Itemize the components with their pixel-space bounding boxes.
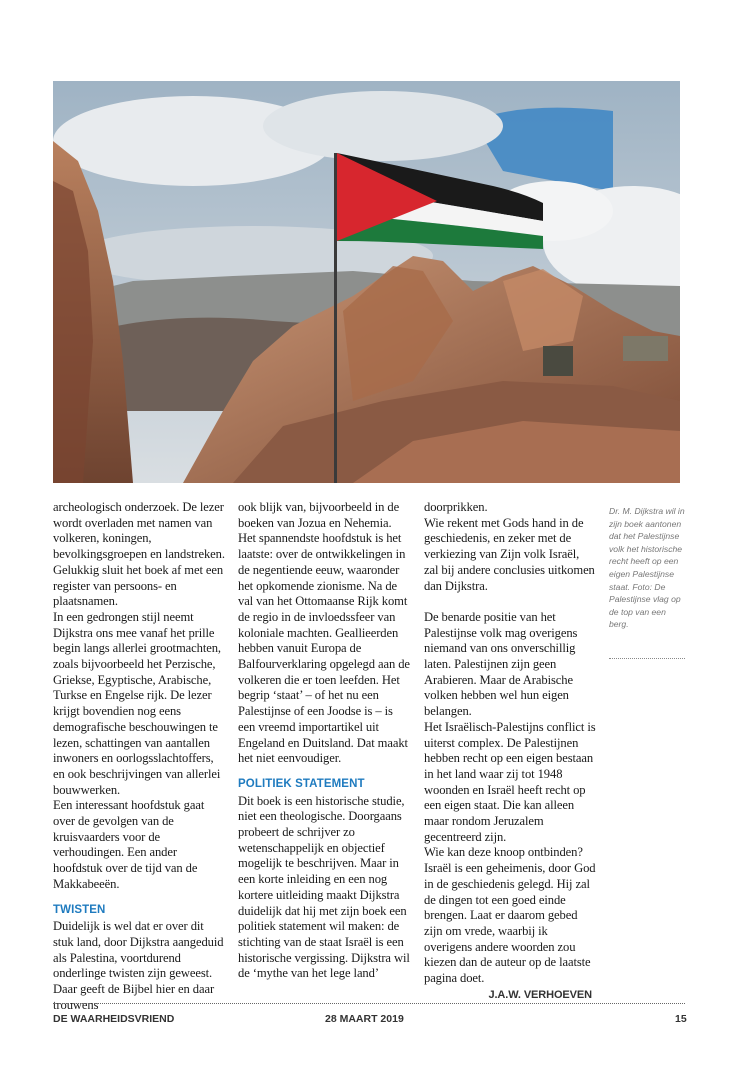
paragraph: Duidelijk is wel dat er over dit stuk land, door Dijkstra aangeduid als Palestina, voortdurend onderlinge twisten zijn geweest. Daar geeft de Bijbel hier en daar trouwens (53, 919, 224, 1012)
paragraph: Het spannendste hoofdstuk is het laatste: over de ontwikkelingen in de negentiende eeuw, waaronder het opkomende zionisme. Na de val van het Ottomaanse Rijk komt de regio in de invloedssfeer van koloniale machten. Geallieerden hebben vanuit Europa de Balfourverklaring opgelegd aan de volkeren die er toen leefden. Het begrip ‘staat’ – of het nu een Palestijnse of een Joodse is – is een vreemd importartikel uit Engeland en Duitsland. Dat maakt het niet eenvoudiger. (238, 531, 410, 766)
paragraph: Het Israëlisch-Palestijns conflict is uiterst complex. De Palestijnen hebben recht op een eigen bestaan in het land waar zij tot 1948 woonden en Israël heeft recht op een eigen staat. Die kan alleen maar rondom Jeruzalem gecentreerd zijn. (424, 719, 596, 844)
paragraph: Wie kan deze knoop ontbinden? Israël is een geheimenis, door God in de geschiedenis gelegd. Hij zal de dingen tot een goed einde brengen. Laat er daarom gebed zijn om vrede, waarbij ik overigens andere woorden zou kiezen dan de auteur op de laatste pagina doet. (424, 845, 596, 986)
section-heading-twisten: TWISTEN (53, 903, 106, 916)
paragraph: Een interessant hoofdstuk gaat over de gevolgen van de kruisvaarders voor de verhoudingen. Een ander hoofdstuk over de tijd van de Makkabeeën. (53, 798, 205, 891)
paragraph: De benarde positie van het Palestijnse volk mag overigens niemand van ons onverschillig laten. Palestijnen zijn geen Arabieren. Maar de Arabische volken hebben wel hun eigen belangen. (424, 609, 578, 719)
page-number: 15 (675, 1013, 687, 1025)
paragraph: ook blijk van, bijvoorbeeld in de boeken van Jozua en Nehemia. (238, 500, 400, 530)
footer-publication: DE WAARHEIDSVRIEND (53, 1013, 175, 1025)
footer-date: 28 MAART 2019 (325, 1013, 404, 1025)
paragraph: archeologisch onderzoek. De lezer wordt overladen met namen van volkeren, koningen, bevolkingsgroepen en landstreken. Gelukkig sluit het boek af met een register van persoons- en plaatsnamen. (53, 500, 225, 609)
text-column-2 (238, 500, 410, 982)
paragraph: Dit boek is een historische studie, niet een theologische. Doorgaans probeert de schrijver zo wetenschappelijk en objectief mogelijk te beschrijven. Maar in een korte inleiding en een nog kortere uitleiding maakt Dijkstra duidelijk dat hij met zijn boek een politiek statement wil maken: de stichting van de staat Israël is een historische vergissing. Dijkstra wil de ‘mythe van het lege land’ (238, 793, 410, 981)
paragraph: In een gedrongen stijl neemt Dijkstra ons mee vanaf het prille begin langs allerlei grootmachten, zoals bijvoorbeeld het Perzische, Griekse, Egyptische, Arabische, Turkse en Engelse rijk. De lezer krijgt bovendien nog eens demografische beschouwingen te lezen, schattingen van aantallen inwoners en oorlogsslachtoffers, en ook beschrijvingen van allerlei bouwwerken. (53, 609, 221, 797)
hero-photo (53, 81, 680, 483)
paragraph: Wie rekent met Gods hand in de geschiedenis, en zeker met de verkiezing van Zijn volk Israël, zal bij andere conclusies uitkomen dan Dijkstra. (424, 515, 595, 593)
photo-caption: Dr. M. Dijkstra wil in zijn boek aantonen dat het Palestijnse volk het historische recht heeft op een eigen Palestijnse staat. Foto: De Palestijnse vlag op de top van een berg. (609, 506, 685, 630)
text-column-3 (424, 500, 596, 1003)
author-byline: J.A.W. VERHOEVEN (488, 988, 592, 1001)
flag-on-mountain-image (53, 81, 680, 483)
paragraph: doorprikken. (424, 500, 488, 514)
section-heading-politiek-statement: POLITIEK STATEMENT (238, 777, 365, 790)
footer-divider (53, 1003, 685, 1004)
text-column-1 (53, 500, 225, 1014)
caption-divider (609, 658, 685, 659)
